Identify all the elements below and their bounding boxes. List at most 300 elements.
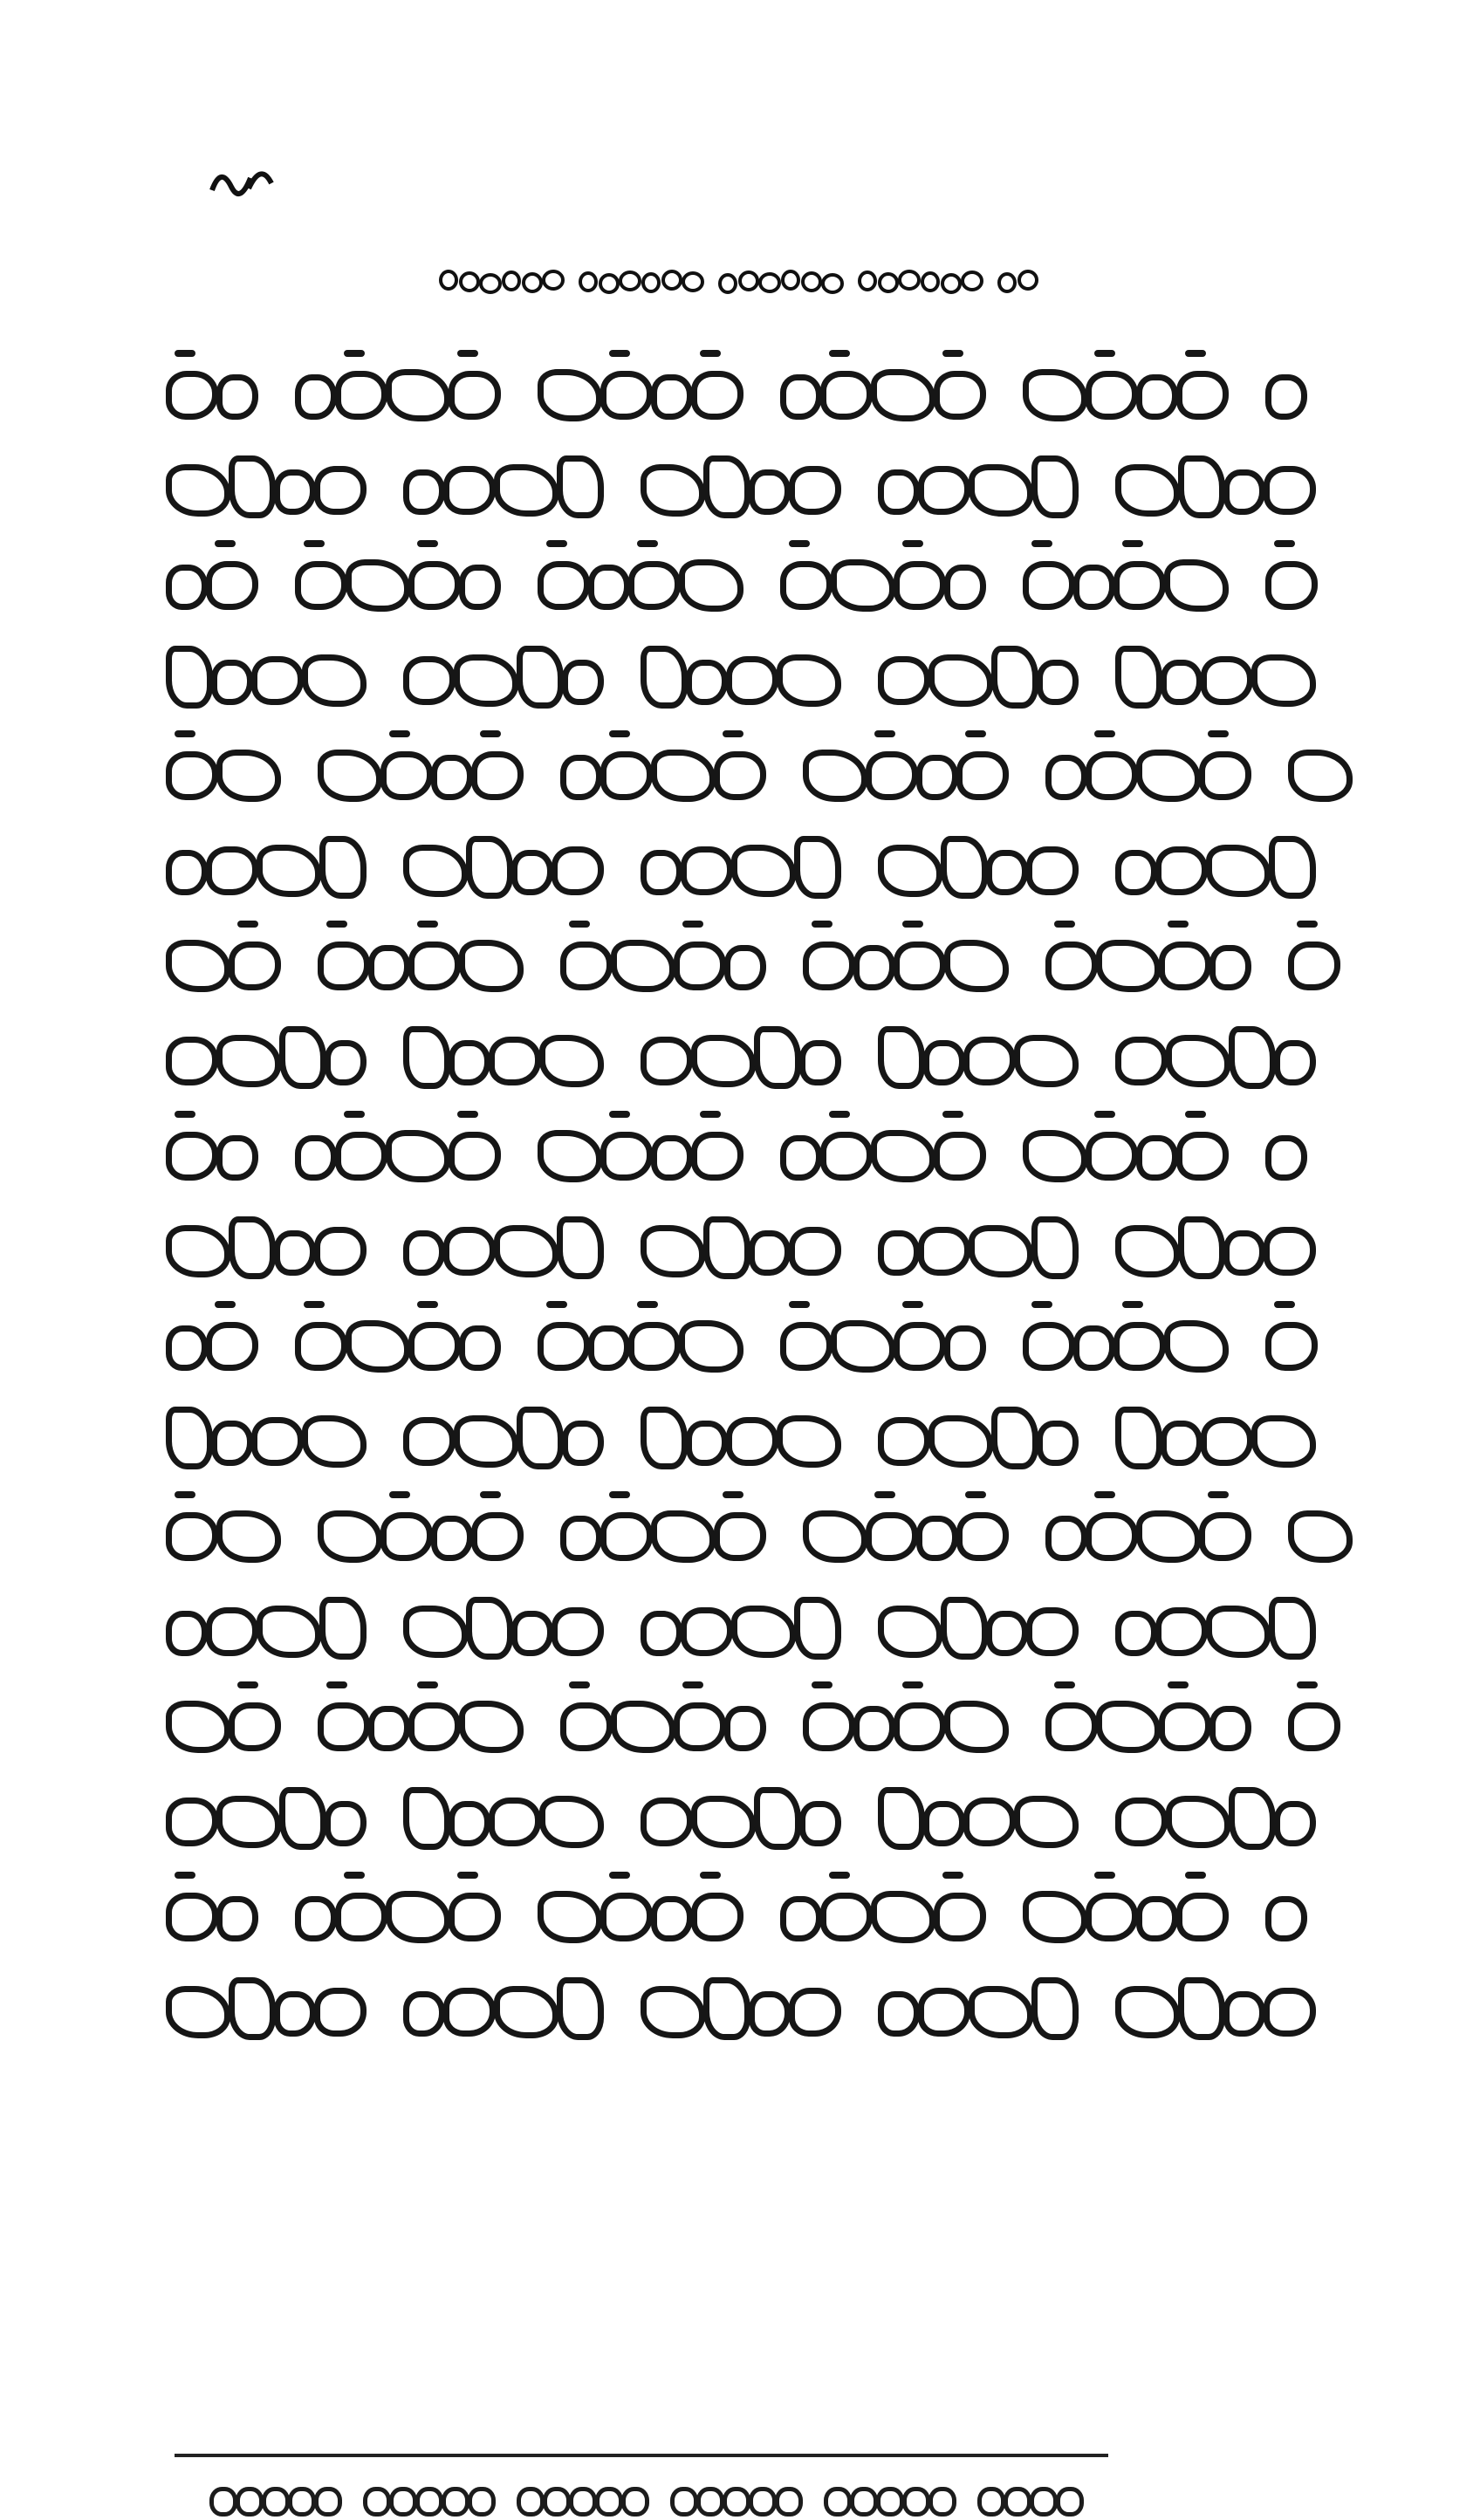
glyph-mark <box>229 1702 281 1751</box>
diacritic-mark <box>215 1301 236 1308</box>
glyph-mark <box>651 1135 693 1181</box>
glyph-mark <box>211 1421 253 1466</box>
glyph-mark <box>691 1796 756 1848</box>
glyph-mark <box>251 1417 304 1466</box>
glyph-mark <box>691 371 743 420</box>
diacritic-mark <box>546 540 567 547</box>
footnote-glyph <box>415 2487 443 2517</box>
glyph-mark <box>600 371 653 420</box>
glyph-mark <box>749 469 791 515</box>
diacritic-mark <box>175 1111 195 1118</box>
diacritic-mark <box>682 1681 703 1688</box>
footnote-glyph <box>850 2487 878 2517</box>
diacritic-mark <box>682 921 703 928</box>
glyph-mark <box>408 1322 461 1371</box>
page-number-glyphs <box>205 155 284 208</box>
glyph-mark <box>1269 1597 1316 1660</box>
glyph-mark <box>651 750 716 802</box>
diacritic-mark <box>829 350 850 357</box>
glyph-mark <box>454 1415 518 1468</box>
glyph-mark <box>691 1035 756 1087</box>
glyph-mark <box>866 1512 918 1561</box>
glyph-mark <box>923 1040 965 1085</box>
glyph-mark <box>1031 1216 1079 1279</box>
glyph-mark <box>335 1132 387 1181</box>
diacritic-mark <box>237 921 258 928</box>
glyph-mark <box>944 565 986 610</box>
glyph-mark <box>1031 455 1079 518</box>
glyph-mark <box>1251 1415 1316 1468</box>
diacritic-mark <box>874 1491 895 1498</box>
glyph-mark <box>166 1407 213 1469</box>
glyph-mark <box>166 1512 218 1561</box>
footnote-glyph <box>209 2487 237 2517</box>
footnote-glyph <box>442 2487 469 2517</box>
glyph-mark <box>934 371 986 420</box>
glyph-mark <box>956 751 1009 800</box>
glyph-mark <box>1096 1701 1161 1753</box>
glyph-mark <box>600 1512 653 1561</box>
glyph-mark <box>1023 1130 1087 1182</box>
glyph-mark <box>789 1227 841 1276</box>
glyph-mark <box>724 1706 766 1751</box>
glyph-mark <box>1206 1606 1271 1658</box>
glyph-mark <box>403 1991 445 2037</box>
glyph-mark <box>1045 1702 1098 1751</box>
glyph-mark <box>944 1701 1009 1753</box>
footnote-glyph <box>543 2487 571 2517</box>
glyph-mark <box>918 1227 970 1276</box>
diacritic-mark <box>700 1872 721 1879</box>
glyph-mark <box>403 1787 450 1850</box>
glyph-mark <box>1229 1026 1276 1089</box>
running-header <box>436 257 1047 301</box>
glyph-mark <box>517 646 564 709</box>
glyph-mark <box>703 1216 750 1279</box>
glyph-mark <box>386 369 450 421</box>
glyph-mark <box>166 850 208 895</box>
diacritic-mark <box>1297 1681 1318 1688</box>
glyph-mark <box>991 646 1038 709</box>
glyph-mark <box>956 1512 1009 1561</box>
glyph-mark <box>539 1035 604 1087</box>
glyph-mark <box>1023 369 1087 421</box>
glyph-mark <box>538 1322 590 1371</box>
glyph-mark <box>1264 1227 1316 1276</box>
glyph-mark <box>934 1132 986 1181</box>
glyph-mark <box>443 466 496 515</box>
glyph-mark <box>471 1512 524 1561</box>
glyph-mark <box>1115 1798 1168 1846</box>
glyph-mark <box>641 1225 705 1277</box>
diacritic-mark <box>175 730 195 737</box>
glyph-mark <box>871 1130 935 1182</box>
glyph-mark <box>1113 561 1166 610</box>
glyph-mark <box>459 1325 501 1371</box>
glyph-mark <box>1115 1611 1157 1656</box>
glyph-mark <box>794 836 841 899</box>
glyph-mark <box>641 1407 688 1469</box>
glyph-mark <box>511 850 553 895</box>
glyph-mark <box>1178 1977 1225 2040</box>
body-line <box>166 440 1326 531</box>
glyph-mark <box>1159 942 1211 990</box>
glyph-mark <box>1023 1891 1087 1943</box>
glyph-mark <box>1014 1035 1079 1087</box>
glyph-mark <box>216 750 281 802</box>
body-text <box>166 345 1326 2057</box>
glyph-mark <box>831 559 895 612</box>
glyph-mark <box>318 1510 382 1563</box>
diacritic-mark <box>417 921 438 928</box>
glyph-mark <box>466 836 513 899</box>
glyph-mark <box>780 1322 832 1371</box>
glyph-mark <box>918 1988 970 2037</box>
glyph-mark <box>560 755 602 800</box>
glyph-mark <box>325 1040 367 1085</box>
glyph-mark <box>928 654 993 707</box>
glyph-mark <box>1288 750 1353 802</box>
body-line-text <box>166 1296 167 1297</box>
glyph-mark <box>1115 1225 1180 1277</box>
glyph-mark <box>986 1611 1028 1656</box>
body-line-text <box>166 1391 167 1392</box>
glyph-mark <box>1201 656 1253 705</box>
glyph-mark <box>314 466 367 515</box>
diacritic-mark <box>457 350 478 357</box>
glyph-mark <box>749 1230 791 1276</box>
glyph-mark <box>703 1977 750 2040</box>
glyph-mark <box>206 1607 258 1656</box>
glyph-mark <box>560 1516 602 1561</box>
diacritic-mark <box>546 1301 567 1308</box>
glyph-mark <box>279 1787 326 1850</box>
glyph-mark <box>1166 1035 1230 1087</box>
glyph-mark <box>628 1322 681 1371</box>
diacritic-mark <box>902 921 923 928</box>
glyph-mark <box>831 1320 895 1373</box>
glyph-mark <box>686 1421 728 1466</box>
glyph-mark <box>1096 940 1161 992</box>
glyph-mark <box>1176 371 1229 420</box>
glyph-mark <box>166 464 230 517</box>
glyph-mark <box>611 1701 675 1753</box>
glyph-mark <box>216 374 258 420</box>
footnote-glyph <box>288 2487 316 2517</box>
glyph-mark <box>408 561 461 610</box>
footnote-glyph <box>389 2487 417 2517</box>
footnotes-text <box>209 2476 210 2477</box>
glyph-mark <box>454 654 518 707</box>
glyph-mark <box>871 1891 935 1943</box>
glyph-mark <box>403 469 445 515</box>
glyph-mark <box>552 1607 604 1656</box>
glyph-mark <box>1161 1421 1202 1466</box>
glyph-mark <box>941 836 988 899</box>
diacritic-mark <box>175 1872 195 1879</box>
glyph-mark <box>794 1597 841 1660</box>
glyph-mark <box>1026 846 1079 895</box>
diacritic-mark <box>417 540 438 547</box>
diacritic-mark <box>1094 350 1115 357</box>
glyph-mark <box>449 1801 490 1846</box>
glyph-mark <box>1265 1135 1307 1181</box>
glyph-mark <box>780 374 822 420</box>
diacritic-mark <box>1185 1872 1206 1879</box>
footnote-glyph <box>902 2487 930 2517</box>
diacritic-mark <box>609 1111 630 1118</box>
glyph-mark <box>489 1798 541 1846</box>
body-line-text <box>166 345 167 346</box>
glyph-mark <box>166 1701 230 1753</box>
glyph-mark <box>449 1893 501 1941</box>
glyph-mark <box>229 1977 276 2040</box>
footnote-glyph <box>824 2487 852 2517</box>
footnote-glyph <box>468 2487 496 2517</box>
glyph-mark <box>274 1230 316 1276</box>
glyph-mark <box>679 559 743 612</box>
diacritic-mark <box>812 921 832 928</box>
glyph-mark <box>494 1986 558 2038</box>
body-line <box>166 630 1326 721</box>
glyph-mark <box>681 846 733 895</box>
diacritic-mark <box>457 1872 478 1879</box>
glyph-mark <box>894 942 946 990</box>
glyph-mark <box>1023 561 1075 610</box>
glyph-mark <box>403 845 468 897</box>
glyph-mark <box>916 1516 958 1561</box>
diacritic-mark <box>1054 1681 1075 1688</box>
glyph-mark <box>691 1893 743 1941</box>
body-line <box>166 1296 1326 1387</box>
glyph-mark <box>628 561 681 610</box>
glyph-mark <box>918 466 970 515</box>
glyph-mark <box>1161 660 1202 705</box>
glyph-mark <box>229 1216 276 1279</box>
glyph-mark <box>1223 1230 1265 1276</box>
glyph-mark <box>1229 1787 1276 1850</box>
glyph-mark <box>386 1891 450 1943</box>
footnotes <box>209 2476 1126 2520</box>
footnote-glyph <box>363 2487 391 2517</box>
glyph-mark <box>1176 1893 1229 1941</box>
glyph-mark <box>216 1035 281 1087</box>
glyph-mark <box>641 1037 693 1085</box>
glyph-mark <box>279 1026 326 1089</box>
glyph-mark <box>714 1512 766 1561</box>
diacritic-mark <box>829 1872 850 1879</box>
body-line <box>166 1391 1326 1482</box>
glyph-mark <box>853 945 895 990</box>
glyph-mark <box>731 1606 796 1658</box>
glyph-mark <box>229 455 276 518</box>
diacritic-mark <box>1208 730 1229 737</box>
glyph-mark <box>295 374 337 420</box>
glyph-mark <box>538 369 602 421</box>
glyph-mark <box>726 656 778 705</box>
glyph-mark <box>538 561 590 610</box>
glyph-mark <box>878 1417 930 1466</box>
glyph-mark <box>928 1415 993 1468</box>
glyph-mark <box>1199 751 1251 800</box>
glyph-mark <box>557 1977 604 2040</box>
glyph-mark <box>511 1611 553 1656</box>
glyph-mark <box>166 1986 230 2038</box>
footnote-glyph <box>517 2487 545 2517</box>
glyph-mark <box>878 469 920 515</box>
body-line <box>166 1676 1326 1767</box>
glyph-mark <box>1086 1893 1138 1941</box>
glyph-mark <box>166 751 218 800</box>
glyph-mark <box>681 1607 733 1656</box>
glyph-mark <box>1178 1216 1225 1279</box>
glyph-mark <box>878 845 942 897</box>
glyph-mark <box>600 1132 653 1181</box>
glyph-mark <box>166 1611 208 1656</box>
diacritic-mark <box>942 350 963 357</box>
glyph-mark <box>944 940 1009 992</box>
glyph-mark <box>166 371 218 420</box>
glyph-mark <box>494 1225 558 1277</box>
glyph-mark <box>431 1516 473 1561</box>
body-line-text <box>166 630 167 631</box>
body-line <box>166 1201 1326 1291</box>
glyph-mark <box>674 942 726 990</box>
diacritic-mark <box>1185 1111 1206 1118</box>
glyph-mark <box>206 1322 258 1371</box>
glyph-mark <box>216 1896 258 1941</box>
glyph-mark <box>166 1798 218 1846</box>
diacritic-mark <box>609 1872 630 1879</box>
diacritic-mark <box>1185 350 1206 357</box>
glyph-mark <box>1265 561 1318 610</box>
glyph-mark <box>641 646 688 709</box>
footnote-glyph <box>749 2487 777 2517</box>
diacritic-mark <box>637 1301 658 1308</box>
glyph-mark <box>600 1893 653 1941</box>
diacritic-mark <box>812 1681 832 1688</box>
glyph-mark <box>1209 945 1251 990</box>
glyph-mark <box>789 1988 841 2037</box>
diacritic-mark <box>569 1681 590 1688</box>
glyph-mark <box>1159 1702 1211 1751</box>
glyph-mark <box>431 755 473 800</box>
glyph-mark <box>466 1597 513 1660</box>
glyph-mark <box>963 1037 1016 1085</box>
diacritic-mark <box>1122 1301 1143 1308</box>
glyph-mark <box>1136 1135 1178 1181</box>
glyph-mark <box>820 371 873 420</box>
glyph-mark <box>1269 836 1316 899</box>
glyph-mark <box>443 1988 496 2037</box>
glyph-mark <box>803 1702 855 1751</box>
glyph-mark <box>1037 1421 1079 1466</box>
diacritic-mark <box>789 540 810 547</box>
diacritic-mark <box>700 350 721 357</box>
glyph-mark <box>588 1325 630 1371</box>
glyph-mark <box>318 1702 370 1751</box>
glyph-mark <box>1023 1322 1075 1371</box>
glyph-mark <box>789 466 841 515</box>
diacritic-mark <box>965 730 986 737</box>
footnote-glyph <box>1056 2487 1084 2517</box>
diacritic-mark <box>902 1301 923 1308</box>
diacritic-mark <box>902 1681 923 1688</box>
body-line-text <box>166 915 167 916</box>
glyph-mark <box>552 846 604 895</box>
glyph-mark <box>934 1893 986 1941</box>
body-line <box>166 1962 1326 2052</box>
glyph-mark <box>1086 751 1138 800</box>
glyph-mark <box>346 1320 410 1373</box>
body-line <box>166 1106 1326 1196</box>
glyph-mark <box>651 1510 716 1563</box>
glyph-mark <box>274 1991 316 2037</box>
footnote-glyph <box>775 2487 803 2517</box>
glyph-mark <box>1288 1510 1353 1563</box>
body-line <box>166 725 1326 816</box>
glyph-mark <box>295 1135 337 1181</box>
body-line <box>166 1010 1326 1101</box>
glyph-mark <box>560 1702 613 1751</box>
glyph-mark <box>1113 1322 1166 1371</box>
body-line-text <box>166 820 167 821</box>
body-line <box>166 1486 1326 1577</box>
diacritic-mark <box>304 540 325 547</box>
glyph-mark <box>557 1216 604 1279</box>
footnote-glyph <box>876 2487 904 2517</box>
glyph-mark <box>1115 646 1162 709</box>
footnote-glyph <box>595 2487 623 2517</box>
glyph-mark <box>335 371 387 420</box>
diacritic-mark <box>1094 1872 1115 1879</box>
diacritic-mark <box>609 1491 630 1498</box>
glyph-mark <box>1264 1988 1316 2037</box>
glyph-mark <box>820 1132 873 1181</box>
diacritic-mark <box>789 1301 810 1308</box>
glyph-mark <box>878 1606 942 1658</box>
glyph-mark <box>314 1988 367 2037</box>
glyph-mark <box>1073 565 1115 610</box>
glyph-mark <box>714 751 766 800</box>
glyph-mark <box>641 1611 682 1656</box>
glyph-mark <box>449 1040 490 1085</box>
glyph-mark <box>449 371 501 420</box>
diacritic-mark <box>457 1111 478 1118</box>
diacritic-mark <box>874 730 895 737</box>
glyph-mark <box>991 1407 1038 1469</box>
glyph-mark <box>206 561 258 610</box>
diacritic-mark <box>1122 540 1143 547</box>
body-line-text <box>166 1486 167 1487</box>
glyph-mark <box>803 750 867 802</box>
body-line-text <box>166 725 167 726</box>
glyph-mark <box>986 850 1028 895</box>
glyph-mark <box>257 845 321 897</box>
glyph-mark <box>216 1796 281 1848</box>
diacritic-mark <box>829 1111 850 1118</box>
diacritic-mark <box>1168 1681 1189 1688</box>
glyph-mark <box>878 1230 920 1276</box>
footnote-divider <box>175 2454 1108 2457</box>
glyph-mark <box>380 751 433 800</box>
glyph-mark <box>1166 1796 1230 1848</box>
glyph-mark <box>777 1415 841 1468</box>
diacritic-mark <box>637 540 658 547</box>
glyph-mark <box>403 1417 456 1466</box>
glyph-mark <box>1265 1896 1307 1941</box>
diacritic-mark <box>480 1491 501 1498</box>
